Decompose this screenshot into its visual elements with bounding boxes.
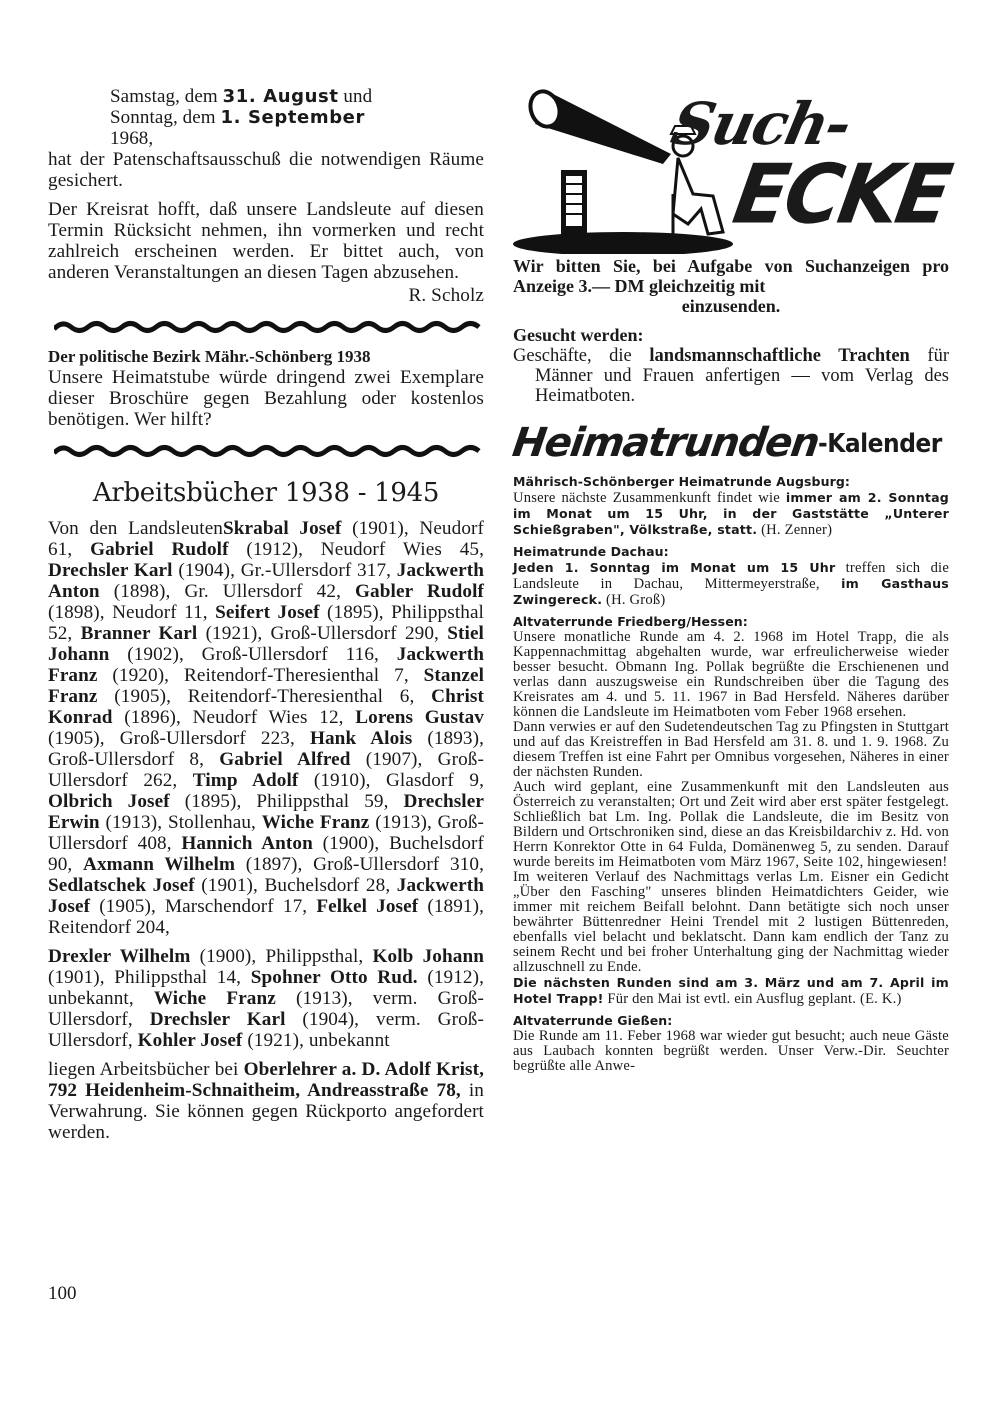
person-details: (1913), Groß-Ullersdorf 408, (48, 812, 484, 854)
person-name: Gabriel Alfred (219, 749, 351, 770)
notice-text: einzusenden. (681, 296, 781, 316)
person-details: (1901), Neudorf 61, (48, 518, 484, 560)
text: liegen Arbeitsbücher bei (48, 1059, 244, 1080)
arbeitsbuecher-list (48, 518, 484, 938)
person-details: (1905), Groß-Ullersdorf 223, (48, 728, 310, 749)
person-details: (1901), Philippsthal 14, (48, 967, 251, 988)
person-name: Stanzel Franz (48, 665, 484, 707)
address-bold: Oberlehrer a. D. Adolf Krist, 792 Heidenheim-Schnaitheim, Andreasstraße 78, (48, 1059, 485, 1101)
date-bold: 1. September (220, 107, 365, 128)
person-name: Drechsler Karl (149, 1009, 286, 1030)
arbeitsbuecher-heading: Arbeitsbücher 1938 - 1945 (92, 478, 440, 508)
person-details: (1897), Groß-Ullersdorf 310, (235, 854, 484, 875)
person-name: Spohner Otto Rud. (250, 967, 418, 988)
section-dachau (513, 544, 949, 608)
gesucht-heading: Gesucht werden: (513, 325, 644, 345)
section-text (513, 975, 949, 1007)
section-text: Dann verwies er auf den Sudetendeutschen Tag zu Pfingsten in Stuttgart und auf das Kreistreffen in Bad Hersfeld am 31. 8. und 1. 9. 1968. Zu diesem Treffen ist eine Fahrt per Omnibus vorgesehen, Näheres in einer der nächsten Runden. (513, 719, 949, 780)
person-details: (1920), Reitendorf-Theresienthal 7, (97, 665, 424, 686)
date-text: Sonntag, dem (110, 107, 221, 128)
person-name: Timp Adolf (192, 770, 299, 791)
section-text: Auch wird geplant, eine Zusammenkunft mit den Landsleuten aus Österreich zu veranstalten; Ort und Zeit wird aber erst später festgelegt. Schließlich bat Lm. Ing. Pollak die Landsleute, die im Besitz von Bildern und Ortschroniken sind, diese an das Kreisbildarchiv z. Hd. von Herrn Konrektor Otte in 64 Fulda, Domänenweg 5, zu senden. Darauf wurde bereits im Heimatboten vom März 1967, Seite 102, hingewiesen! (513, 779, 949, 870)
person-name: Sedlatschek Josef (48, 875, 195, 896)
bold-text: Die nächsten Runden sind am 3. März und am 7. April im Hotel Trapp! (513, 975, 949, 1006)
person-details: (1912), unbekannt, (48, 967, 484, 1009)
intro-text: Von den Landsleuten (48, 518, 224, 539)
person-name: Gabler Rudolf (355, 581, 485, 602)
person-details: (1898), Gr. Ullersdorf 42, (99, 581, 356, 602)
person-name: Olbrich Josef (48, 791, 170, 812)
person-details: (1900), Philippsthal, (190, 946, 373, 967)
section-heading: Altvaterrunde Friedberg/Hessen: (513, 614, 748, 629)
person-name: Jackwerth Josef (48, 875, 484, 917)
text: Für den Mai ist evtl. ein Ausflug geplant. (E. K.) (603, 991, 902, 1007)
section-text (513, 560, 949, 608)
person-details: (1891), Reitendorf 204, (48, 896, 484, 938)
section-text: Die Runde am 11. Feber 1968 war wieder gut besucht; auch neue Gäste aus Laubach konnten begrüßt werden. Unser Verw.-Dir. Seuchter begrüßte alle Anwe- (513, 1028, 949, 1074)
paragraph: hat der Patenschaftsausschuß die notwendigen Räume gesichert. (48, 149, 484, 191)
paragraph: Der Kreisrat hofft, daß unsere Landsleute auf diesen Termin Rücksicht nehmen, ihn vormerken und recht zahlreich erscheinen werden. Er bittet auch, von anderen Veranstaltungen an diesen Tagen abzusehen. (48, 199, 484, 283)
person-details: (1905), Marschendorf 17, (90, 896, 317, 917)
person-name: Christ Konrad (48, 686, 484, 728)
person-details: (1900), Buchelsdorf 90, (48, 833, 484, 875)
person-name: Gabriel Rudolf (90, 539, 229, 560)
notice (513, 256, 949, 316)
arbeitsbuecher-list-2 (48, 946, 484, 1051)
person-details: (1895), Philippsthal 52, (48, 602, 484, 644)
person-name: Hannich Anton (181, 833, 313, 854)
person-name: Jackwerth Franz (48, 644, 484, 686)
person-details: (1901), Buchelsdorf 28, (194, 875, 397, 896)
bold-text: Jeden 1. Sonntag im Monat um 15 Uhr (513, 560, 836, 575)
kalender-word: -Kalender (818, 429, 942, 459)
person-details: (1902), Groß-Ullersdorf 116, (109, 644, 397, 665)
person-details: (1907), Groß-Ullersdorf 262, (48, 749, 484, 791)
person-name: Felkel Josef (316, 896, 419, 917)
text: (H. Zenner) (757, 522, 833, 538)
bezirk-heading: Der politische Bezirk Mähr.-Schönberg 1938 (48, 347, 371, 366)
person-name: Branner Karl (80, 623, 198, 644)
person-details: (1912), Neudorf Wies 45, (228, 539, 484, 560)
closing-paragraph (48, 1059, 484, 1143)
section-heading: Heimatrunde Dachau: (513, 544, 669, 559)
person-name: Lorens Gustav (355, 707, 485, 728)
logo-script: Such- (665, 90, 856, 158)
person-details: (1913), verm. Groß-Ullersdorf, (48, 988, 484, 1030)
logo-block: ECKE (727, 147, 956, 243)
section-giessen (513, 1013, 949, 1074)
gesucht-item (513, 346, 949, 406)
text: Geschäfte, die (513, 346, 650, 366)
person-details: (1910), Glasdorf 9, (298, 770, 484, 791)
section-augsburg (513, 474, 949, 538)
person-details: (1921), unbekannt (242, 1030, 390, 1051)
bold-text: landsmannschaftliche Trachten (649, 346, 910, 366)
date-bold: 31. August (222, 86, 339, 107)
person-details: (1904), verm. Groß-Ullersdorf, (48, 1009, 484, 1051)
text: treffen sich die Landsleute in Dachau, Mittermeyerstraße, (513, 560, 949, 592)
kalender-heading (509, 420, 949, 470)
person-name: Jackwerth Anton (48, 560, 484, 602)
bold-text: im Gasthaus Zwingereck. (513, 576, 949, 607)
paragraph: Unsere Heimatstube würde dringend zwei Exemplare dieser Broschüre gegen Bezahlung oder kostenlos benötigen. Wer hilft? (48, 367, 484, 430)
page-number: 100 (48, 1283, 77, 1304)
section-heading: Altvaterrunde Gießen: (513, 1013, 673, 1028)
person-name: Kohler Josef (137, 1030, 243, 1051)
text: in Verwahrung. Sie können gegen Rückporto angefordert werden. (48, 1080, 484, 1143)
person-name: Skrabal Josef (223, 518, 342, 539)
signature: R. Scholz (408, 285, 484, 306)
section-heading: Mährisch-Schönberger Heimatrunde Augsburg: (513, 474, 851, 489)
date-text: Samstag, dem (110, 86, 223, 107)
right-column (509, 84, 956, 1074)
text: Unsere nächste Zusammenkunft findet wie (513, 490, 786, 506)
person-details: (1895), Philippsthal 59, (169, 791, 404, 812)
person-details: (1896), Neudorf Wies 12, (112, 707, 356, 728)
person-name: Drechsler Erwin (48, 791, 484, 833)
section-text: Im weiteren Verlauf des Nachmittags verlas Lm. Eisner ein Gedicht „Über den Fasching" unseres blinden Heimatdichters Geider, wie immer mit reichem Beifall belohnt. Dann betätigte sich noch unser bewährter Büttenredner Heini Trendel mit 2 lustigen Büttenreden, ebenfalls viel belacht und beklatscht. Dann kam endlich der Tanz zu seinem Recht und bei froher Unterhaltung ging der Nachmittag wieder allzuschnell zu Ende. (513, 869, 949, 975)
left-column (48, 86, 484, 1143)
bold-text: immer am 2. Sonntag im Monat um 15 Uhr, in der Gaststätte „Unterer Schießgraben", Völkstraße, statt. (513, 490, 950, 537)
person-name: Wiche Franz (261, 812, 370, 833)
person-name: Kolb Johann (372, 946, 485, 967)
text: (H. Groß) (602, 592, 666, 608)
date-text: und (338, 86, 373, 107)
date-year: 1968, (110, 128, 154, 149)
wavy-divider (54, 320, 482, 334)
person-name: Seifert Josef (215, 602, 320, 623)
such-ecke-logo (513, 84, 956, 254)
event-dates (48, 86, 484, 149)
person-name: Drechsler Karl (48, 560, 173, 581)
person-name: Wiche Franz (153, 988, 276, 1009)
section-text (513, 490, 949, 538)
person-name: Axmann Wilhelm (83, 854, 236, 875)
notice-text: Wir bitten Sie, bei Aufgabe von Suchanzeigen pro Anzeige 3.— DM gleichzeitig mit (513, 256, 949, 296)
person-name: Stiel Johann (48, 623, 484, 665)
section-text: Unsere monatliche Runde am 4. 2. 1968 im Hotel Trapp, die als Kappennachmittag abgehalten wurde, war erfreulicherweise wieder besser besucht. Obmann Ing. Pollak begrüßte die Erschienenen und verlas dann auszugsweise ein Rundschreiben über die Tagung des Kreisrates am 4. und 5. 11. 1967 in Bad Hersfeld. Näheres darüber können die Landsleute im Heimatboten vom Feber 1968 ersehen. (513, 629, 949, 720)
person-details: (1898), Neudorf 11, (48, 602, 216, 623)
section-friedberg (513, 614, 949, 1007)
person-name: Drexler Wilhelm (48, 946, 191, 967)
person-details: (1905), Reitendorf-Theresienthal 6, (97, 686, 432, 707)
person-details: (1893), Groß-Ullersdorf 8, (48, 728, 484, 770)
text: für Männer und Frauen anfertigen — vom Verlag des Heimatboten. (535, 346, 949, 406)
person-name: Hank Alois (309, 728, 413, 749)
person-details: (1904), Gr.-Ullersdorf 317, (172, 560, 397, 581)
kalender-script: Heimatrunden (509, 420, 822, 466)
person-details: (1913), Stollenhau, (99, 812, 262, 833)
person-details: (1921), Groß-Ullersdorf 290, (197, 623, 448, 644)
wavy-divider (54, 444, 482, 458)
